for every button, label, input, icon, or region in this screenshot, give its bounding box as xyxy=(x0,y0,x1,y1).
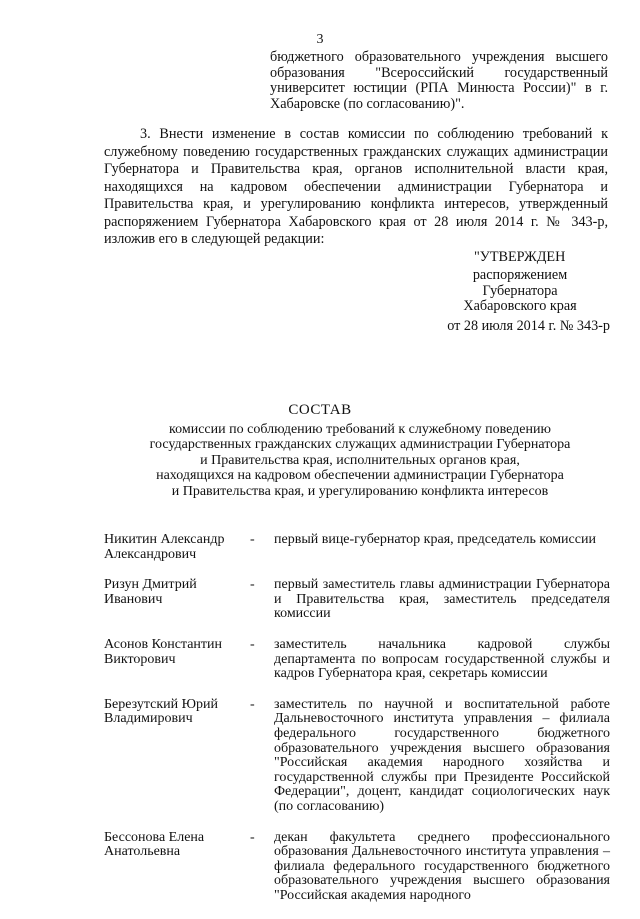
member-dash: - xyxy=(250,829,255,845)
member-role: заместитель по научной и воспитательной работе Дальневосточного института управления – филиала федерального государственного бюджетного образовательного учреждения высшего образования "Российская академия народного хозяйства и государственной службы при Президенте Российской Федерации", доцент, кандидат социологических наук (по согласованию) xyxy=(274,696,610,814)
approval-line-1: распоряжением xyxy=(472,266,568,283)
member-row xyxy=(104,831,610,904)
member-dash: - xyxy=(250,532,255,547)
member-dash: - xyxy=(250,636,255,652)
subtitle-line: государственных гражданских служащих администрации Губернатора xyxy=(149,437,571,453)
approval-date: от 28 июля 2014 г. № 343-р xyxy=(447,318,610,335)
member-role: первый вице-губернатор края, председатель комиссии xyxy=(274,532,596,547)
approval-line-2: Губернатора xyxy=(482,282,558,299)
members-list xyxy=(104,533,610,919)
subtitle-line: и Правительства края, исполнительных органов края, xyxy=(200,452,520,468)
member-row xyxy=(104,533,610,562)
member-name: Ризун Дмитрий Иванович xyxy=(104,577,197,607)
member-role: заместитель начальника кадровой службы департамента по вопросам государственной службы и кадров Губернатора края, секретарь комиссии xyxy=(274,636,610,682)
document-subtitle xyxy=(120,422,600,499)
member-dash: - xyxy=(250,577,255,593)
member-name: Асонов Константин Викторович xyxy=(104,636,223,667)
document-title: СОСТАВ xyxy=(288,402,352,418)
member-row xyxy=(104,578,610,622)
member-name: Бессонова Елена Анатольевна xyxy=(104,829,205,860)
page-number: 3 xyxy=(316,32,324,47)
approval-stamp xyxy=(430,250,610,335)
member-name: Никитин Александр Александрович xyxy=(104,532,225,562)
approval-line-3: Хабаровского края xyxy=(463,298,577,315)
member-row xyxy=(104,638,610,682)
continued-text-block: бюджетного образовательного учреждения высшего образования "Всероссийский государственный университет юстиции (РПА Минюста России)" в г. Хабаровске (по согласованию)". xyxy=(270,49,608,112)
approval-heading: "УТВЕРЖДЕН xyxy=(474,249,566,265)
member-name: Березутский Юрий Владимирович xyxy=(104,696,219,727)
member-role: первый заместитель главы администрации Губернатора и Правительства края, заместитель председателя комиссии xyxy=(274,577,610,622)
member-role: декан факультета среднего профессионального образования Дальневосточного института управления – филиала федерального государственного бюджетного образовательного учреждения высшего образования "Российская академия народного xyxy=(274,829,610,903)
subtitle-line: и Правительства края, и урегулированию конфликта интересов xyxy=(171,483,549,499)
subtitle-line: комиссии по соблюдению требований к служебному поведению xyxy=(169,422,551,437)
member-dash: - xyxy=(250,696,255,712)
amendment-paragraph: 3. Внести изменение в состав комиссии по соблюдению требований к служебному поведению государственных гражданских служащих администрации Губернатора и Правительства края, органов исполнительной власти края, находящихся на кадровом обеспечении администрации Губернатора и Правительства края, и урегулированию конфликта интересов, утвержденный распоряжением Губернатора Хабаровского края от 28 июля 2014 г. № 343-р, изложив его в следующей редакции: xyxy=(104,126,608,247)
subtitle-line: находящихся на кадровом обеспечении администрации Губернатора xyxy=(156,468,564,484)
member-row xyxy=(104,698,610,815)
